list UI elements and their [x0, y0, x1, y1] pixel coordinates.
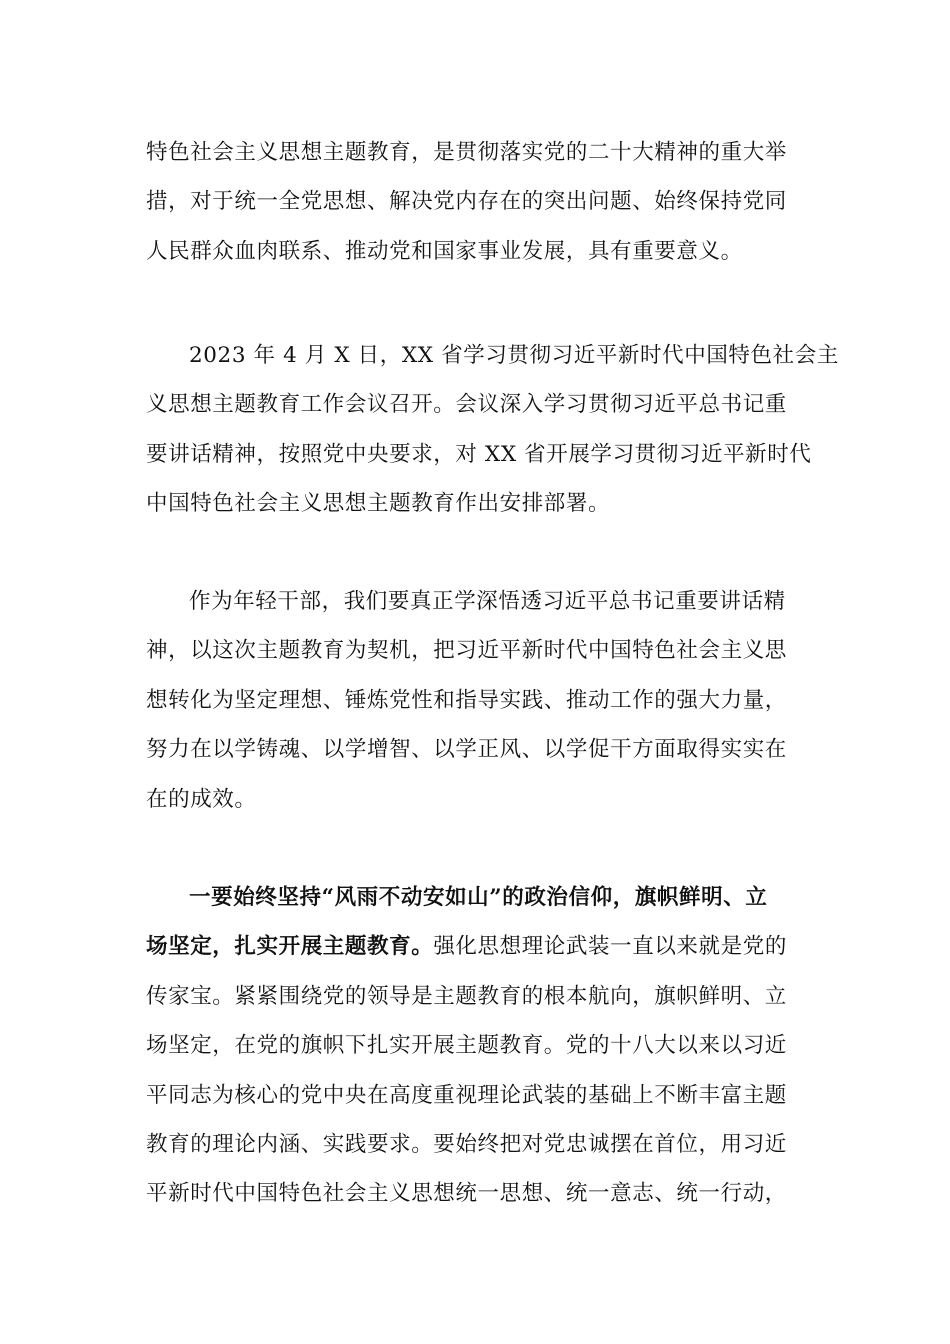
text-line: 要讲话精神，按照党中央要求，对 XX 省开展学习贯彻习近平新时代 — [146, 441, 812, 467]
text-line: 教育的理论内涵、实践要求。要始终把对党忠诚摆在首位，用习近 — [146, 1131, 787, 1157]
paragraph-2 — [146, 331, 839, 529]
paragraph-4 — [146, 873, 806, 1219]
text-line: 神，以这次主题教育为契机，把习近平新时代中国特色社会主义思 — [146, 638, 787, 664]
bold-heading-line: 一要始终坚持“风雨不动安如山”的政治信仰，旗帜鲜明、立 — [189, 885, 768, 910]
text-line: 2023 年 4 月 X 日，XX 省学习贯彻习近平新时代中国特色社会主 — [189, 343, 839, 368]
text-line: 人民群众血肉联系、推动党和国家事业发展，具有重要意义。 — [146, 238, 743, 264]
body-text: 强化思想理论武装一直以来就是党的 — [433, 934, 787, 960]
paragraph-3 — [146, 577, 806, 824]
text-line: 义思想主题教育工作会议召开。会议深入学习贯彻习近平总书记重 — [146, 392, 787, 418]
text-line: 措，对于统一全党思想、解决党内存在的突出问题、始终保持党同 — [146, 189, 787, 215]
text-line: 平同志为核心的党中央在高度重视理论武装的基础上不断丰富主题 — [146, 1082, 787, 1108]
text-line: 努力在以学铸魂、以学增智、以学正风、以学促干方面取得实实在 — [146, 737, 787, 763]
mixed-text-line — [146, 922, 806, 971]
bold-heading-text: 场坚定，扎实开展主题教育。 — [146, 934, 434, 960]
text-line: 作为年轻干部，我们要真正学深悟透习近平总书记重要讲话精 — [189, 589, 786, 614]
paragraph-1 — [146, 128, 806, 276]
text-line: 中国特色社会主义思想主题教育作出安排部署。 — [146, 491, 611, 517]
text-line: 平新时代中国特色社会主义思想统一思想、统一意志、统一行动， — [146, 1181, 787, 1207]
text-line: 在的成效。 — [146, 786, 257, 812]
text-line: 传家宝。紧紧围绕党的领导是主题教育的根本航向，旗帜鲜明、立 — [146, 983, 787, 1009]
text-line: 想转化为坚定理想、锤炼党性和指导实践、推动工作的强大力量， — [146, 687, 787, 713]
text-line: 特色社会主义思想主题教育，是贯彻落实党的二十大精神的重大举 — [146, 140, 787, 165]
text-line: 场坚定，在党的旗帜下扎实开展主题教育。党的十八大以来以习近 — [146, 1033, 787, 1059]
